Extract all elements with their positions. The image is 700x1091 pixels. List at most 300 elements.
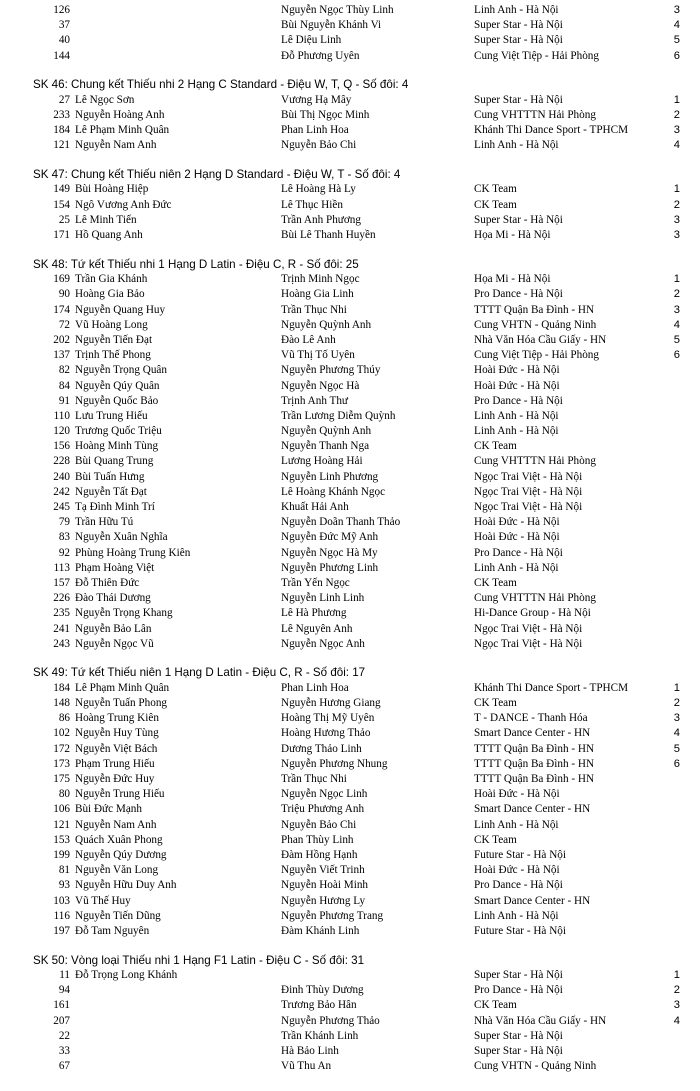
female-dancer: Nguyễn Ngọc Hà	[281, 379, 360, 392]
entry-number: 81	[58, 864, 70, 877]
entry-number: 72	[58, 318, 70, 331]
club-name: Cung VHTN - Quảng Ninh	[474, 318, 597, 331]
event-section	[0, 652, 700, 939]
result-row	[0, 333, 700, 348]
event-title: SK 50: Vòng loại Thiếu nhi 1 Hạng F1 Latin - Điệu C - Số đôi: 31	[33, 953, 365, 967]
result-row	[0, 470, 700, 485]
male-dancer: Nguyễn Bảo Lân	[75, 622, 152, 635]
rank: 3	[673, 712, 680, 725]
event-title: SK 46: Chung kết Thiếu nhi 2 Hạng C Standard - Điệu W, T, Q - Số đôi: 4	[33, 78, 409, 92]
entry-number: 207	[53, 1014, 70, 1027]
female-dancer: Nguyễn Linh Linh	[281, 592, 365, 605]
entry-number: 110	[53, 409, 70, 422]
club-name: Super Star - Hà Nội	[474, 969, 563, 982]
female-dancer: Phan Thùy Linh	[281, 833, 354, 846]
male-dancer: Nguyễn Tiến Dũng	[75, 909, 161, 922]
club-name: CK Team	[474, 440, 517, 453]
result-row	[0, 394, 700, 409]
club-name: TTTT Quận Ba Đình - HN	[474, 303, 595, 316]
club-name: Cung VHTTTN Hải Phòng	[474, 455, 596, 468]
entry-number: 22	[58, 1029, 70, 1042]
club-name: Cung VHTTTN Hải Phòng	[474, 592, 596, 605]
result-row	[0, 33, 700, 48]
entry-number: 233	[53, 108, 70, 121]
result-row	[0, 379, 700, 394]
entry-number: 93	[58, 879, 70, 892]
club-name: Hoài Đức - Hà Nội	[474, 864, 560, 877]
male-dancer: Quách Xuân Phong	[75, 833, 163, 846]
female-dancer: Hoàng Hương Thảo	[281, 727, 371, 740]
male-dancer: Nguyễn Quốc Bảo	[75, 394, 159, 407]
rank: 6	[673, 349, 680, 362]
result-row	[0, 742, 700, 757]
result-row	[0, 818, 700, 833]
female-dancer: Phan Linh Hoa	[281, 124, 349, 137]
result-row	[0, 138, 700, 153]
male-dancer: Nguyễn Trọng Quân	[75, 364, 167, 377]
female-dancer: Trần Lương Diễm Quỳnh	[281, 409, 396, 422]
female-dancer: Nguyễn Bảo Chi	[281, 139, 357, 152]
club-name: Hoài Đức - Hà Nội	[474, 516, 560, 529]
female-dancer: Nguyễn Hương Ly	[281, 894, 366, 907]
rank: 4	[673, 1014, 680, 1027]
club-name: Super Star - Hà Nội	[474, 34, 563, 47]
event-section	[0, 64, 700, 154]
entry-number: 11	[59, 969, 70, 982]
club-name: Pro Dance - Hà Nội	[474, 984, 563, 997]
entry-number: 174	[53, 303, 70, 316]
club-name: TTTT Quận Ba Đình - HN	[474, 742, 595, 755]
female-dancer: Nguyễn Ngọc Linh	[281, 788, 368, 801]
entry-number: 137	[53, 349, 70, 362]
male-dancer: Trần Hữu Tú	[75, 516, 134, 529]
rank: 5	[673, 742, 680, 755]
rank: 2	[673, 288, 680, 301]
club-name: Pro Dance - Hà Nội	[474, 288, 563, 301]
female-dancer: Hà Bảo Linh	[281, 1044, 339, 1057]
event-title: SK 48: Tứ kết Thiếu nhi 1 Hạng D Latin - Điệu C, R - Số đôi: 25	[33, 257, 359, 271]
entry-number: 148	[53, 697, 70, 710]
entry-number: 82	[58, 364, 70, 377]
male-dancer: Nguyễn Hoàng Anh	[75, 108, 165, 121]
club-name: Pro Dance - Hà Nội	[474, 394, 563, 407]
entry-number: 199	[53, 848, 70, 861]
male-dancer: Lê Minh Tiến	[75, 213, 137, 226]
entry-number: 79	[58, 516, 70, 529]
entry-number: 27	[58, 93, 70, 106]
result-row	[0, 1014, 700, 1029]
club-name: Pro Dance - Hà Nội	[474, 546, 563, 559]
result-row	[0, 287, 700, 302]
result-row	[0, 968, 700, 983]
entry-number: 235	[53, 607, 70, 620]
entry-number: 243	[53, 637, 70, 650]
club-name: Smart Dance Center - HN	[474, 727, 591, 740]
female-dancer: Nguyễn Ngọc Thùy Linh	[281, 4, 394, 16]
female-dancer: Nguyễn Hoài Minh	[281, 879, 369, 892]
result-row	[0, 561, 700, 576]
female-dancer: Trần Yến Ngọc	[281, 576, 350, 589]
male-dancer: Trịnh Thế Phong	[75, 349, 151, 362]
result-row	[0, 606, 700, 621]
entry-number: 84	[58, 379, 70, 392]
entry-number: 80	[58, 788, 70, 801]
entry-number: 169	[53, 273, 70, 286]
result-row	[0, 591, 700, 606]
club-name: Linh Anh - Hà Nội	[474, 425, 559, 438]
entry-number: 226	[53, 592, 70, 605]
club-name: Future Star - Hà Nội	[474, 924, 566, 937]
female-dancer: Trịnh Minh Ngọc	[281, 273, 360, 286]
result-row	[0, 711, 700, 726]
female-dancer: Nguyễn Linh Phương	[281, 470, 379, 483]
female-dancer: Nguyễn Ngọc Hà My	[281, 546, 378, 559]
entry-number: 91	[58, 394, 70, 407]
entry-number: 172	[53, 742, 70, 755]
entry-number: 67	[58, 1060, 70, 1073]
event-title: SK 47: Chung kết Thiếu niên 2 Hạng D Standard - Điệu W, T - Số đôi: 4	[33, 168, 401, 182]
club-name: TTTT Quận Ba Đình - HN	[474, 757, 595, 770]
rank: 4	[673, 139, 680, 152]
female-dancer: Triệu Phương Anh	[281, 803, 365, 816]
entry-number: 228	[53, 455, 70, 468]
club-name: Hoài Đức - Hà Nội	[474, 379, 560, 392]
male-dancer: Đỗ Tam Nguyên	[75, 924, 150, 937]
rank: 4	[673, 318, 680, 331]
entry-number: 120	[53, 425, 70, 438]
female-dancer: Vũ Thu An	[281, 1060, 332, 1073]
male-dancer: Hồ Quang Anh	[75, 229, 143, 242]
male-dancer: Nguyễn Tuấn Phong	[75, 697, 168, 710]
club-name: Hoài Đức - Hà Nội	[474, 788, 560, 801]
club-name: Linh Anh - Hà Nội	[474, 909, 559, 922]
club-name: CK Team	[474, 999, 517, 1012]
male-dancer: Bùi Tuấn Hưng	[75, 470, 145, 483]
female-dancer: Nguyễn Thanh Nga	[281, 440, 370, 453]
entry-number: 175	[53, 773, 70, 785]
female-dancer: Lê Hà Phương	[281, 607, 347, 620]
result-row	[0, 515, 700, 530]
male-dancer: Phạm Hoàng Việt	[75, 561, 155, 574]
male-dancer: Đỗ Trọng Long Khánh	[75, 969, 178, 982]
club-name: Họa Mi - Hà Nội	[474, 229, 551, 242]
result-row	[0, 726, 700, 741]
club-name: Super Star - Hà Nội	[474, 93, 563, 106]
event-section	[0, 939, 700, 1074]
male-dancer: Lưu Trung Hiếu	[75, 409, 148, 422]
male-dancer: Lê Phạm Minh Quân	[75, 681, 170, 694]
entry-number: 197	[53, 924, 70, 937]
result-row	[0, 622, 700, 637]
rank: 1	[673, 273, 680, 286]
club-name: Smart Dance Center - HN	[474, 803, 591, 816]
female-dancer: Nguyễn Phương Linh	[281, 561, 379, 574]
result-row	[0, 681, 700, 696]
male-dancer: Lê Ngọc Sơn	[75, 93, 135, 106]
male-dancer: Hoàng Minh Tùng	[75, 440, 159, 453]
male-dancer: Nguyễn Ngọc Vũ	[75, 637, 154, 650]
club-name: Linh Anh - Hà Nội	[474, 409, 559, 422]
club-name: Nhà Văn Hóa Cầu Giấy - HN	[474, 333, 607, 346]
club-name: Ngọc Trai Việt - Hà Nội	[474, 485, 583, 498]
rank: 1	[673, 681, 680, 694]
result-row	[0, 1044, 700, 1059]
female-dancer: Dương Thảo Linh	[281, 742, 362, 755]
result-row	[0, 500, 700, 515]
male-dancer: Hoàng Trung Kiên	[75, 712, 159, 725]
male-dancer: Ngô Vương Anh Đức	[75, 198, 172, 211]
male-dancer: Nguyễn Hữu Duy Anh	[75, 879, 177, 892]
female-dancer: Nguyễn Quỳnh Anh	[281, 318, 372, 331]
club-name: Ngọc Trai Việt - Hà Nội	[474, 501, 583, 514]
entry-number: 126	[53, 4, 70, 16]
club-name: Super Star - Hà Nội	[474, 1044, 563, 1057]
result-row	[0, 49, 700, 64]
female-dancer: Đào Lê Anh	[281, 333, 336, 346]
club-name: Cung Việt Tiệp - Hải Phòng	[474, 49, 599, 62]
male-dancer: Nguyễn Nam Anh	[75, 818, 157, 831]
entry-number: 144	[53, 49, 70, 62]
female-dancer: Hoàng Thị Mỹ Uyên	[281, 712, 375, 725]
female-dancer: Đàm Hồng Hạnh	[281, 848, 358, 861]
entry-number: 157	[53, 576, 70, 589]
entry-number: 240	[53, 470, 70, 483]
female-dancer: Nguyễn Doãn Thanh Thảo	[281, 516, 401, 529]
female-dancer: Bùi Nguyễn Khánh Vi	[281, 19, 382, 32]
male-dancer: Nguyễn Trung Hiếu	[75, 788, 165, 801]
club-name: T - DANCE - Thanh Hóa	[474, 712, 588, 725]
result-row	[0, 863, 700, 878]
result-row	[0, 802, 700, 817]
club-name: TTTT Quận Ba Đình - HN	[474, 773, 595, 785]
male-dancer: Trương Quốc Triệu	[75, 425, 162, 438]
entry-number: 103	[53, 894, 70, 907]
section-gap	[0, 64, 700, 78]
entry-number: 33	[58, 1044, 70, 1057]
club-name: Khánh Thi Dance Sport - TPHCM	[474, 124, 629, 137]
female-dancer: Bùi Thị Ngọc Minh	[281, 108, 370, 121]
club-name: Linh Anh - Hà Nội	[474, 139, 559, 152]
rank: 2	[673, 984, 680, 997]
female-dancer: Nguyễn Phương Nhung	[281, 757, 388, 770]
female-dancer: Nguyễn Phương Thảo	[281, 1014, 380, 1027]
club-name: Smart Dance Center - HN	[474, 894, 591, 907]
result-row	[0, 983, 700, 998]
result-row	[0, 318, 700, 333]
result-row	[0, 363, 700, 378]
rank: 1	[673, 183, 680, 196]
club-name: Nhà Văn Hóa Cầu Giấy - HN	[474, 1014, 607, 1027]
male-dancer: Lê Phạm Minh Quân	[75, 124, 170, 137]
club-name: Super Star - Hà Nội	[474, 213, 563, 226]
club-name: Linh Anh - Hà Nội	[474, 561, 559, 574]
female-dancer: Lê Diệu Linh	[281, 34, 342, 47]
result-row	[0, 213, 700, 228]
result-row	[0, 454, 700, 469]
male-dancer: Nguyễn Trọng Khang	[75, 607, 173, 620]
club-name: Cung Việt Tiệp - Hải Phòng	[474, 349, 599, 362]
male-dancer: Nguyễn Việt Bách	[75, 742, 158, 755]
female-dancer: Trần Thục Nhi	[281, 303, 347, 316]
rank: 2	[673, 198, 680, 211]
female-dancer: Lê Hoàng Hà Ly	[281, 183, 356, 196]
club-name: Super Star - Hà Nội	[474, 19, 563, 32]
entry-number: 173	[53, 757, 70, 770]
male-dancer: Bùi Đức Mạnh	[75, 803, 142, 816]
club-name: CK Team	[474, 198, 517, 211]
result-row	[0, 894, 700, 909]
male-dancer: Trần Gia Khánh	[75, 273, 148, 286]
female-dancer: Lê Hoàng Khánh Ngọc	[281, 485, 386, 498]
result-row	[0, 198, 700, 213]
male-dancer: Bùi Quang Trung	[75, 455, 154, 468]
entry-number: 153	[53, 833, 70, 846]
female-dancer: Lê Nguyên Anh	[281, 622, 353, 635]
female-dancer: Phan Linh Hoa	[281, 681, 349, 694]
club-name: CK Team	[474, 697, 517, 710]
entry-number: 37	[58, 19, 70, 32]
entry-number: 156	[53, 440, 70, 453]
male-dancer: Đỗ Thiên Đức	[75, 576, 140, 589]
result-row	[0, 546, 700, 561]
female-dancer: Nguyễn Quỳnh Anh	[281, 425, 372, 438]
club-name: CK Team	[474, 576, 517, 589]
male-dancer: Phùng Hoàng Trung Kiên	[75, 546, 191, 559]
result-row	[0, 787, 700, 802]
result-row	[0, 3, 700, 18]
female-dancer: Lương Hoàng Hải	[281, 455, 363, 468]
club-name: Pro Dance - Hà Nội	[474, 879, 563, 892]
result-row	[0, 637, 700, 652]
rank: 2	[673, 108, 680, 121]
entry-number: 90	[58, 288, 70, 301]
section-gap	[0, 243, 700, 257]
club-name: Ngọc Trai Việt - Hà Nội	[474, 637, 583, 650]
result-row	[0, 1029, 700, 1044]
female-dancer: Hoàng Gia Linh	[281, 288, 354, 301]
result-row	[0, 833, 700, 848]
event-title: SK 49: Tứ kết Thiếu niên 1 Hạng D Latin - Điệu C, R - Số đôi: 17	[33, 666, 366, 680]
female-dancer: Trần Thục Nhi	[281, 773, 347, 785]
club-name: Hoài Đức - Hà Nội	[474, 364, 560, 377]
result-row	[0, 424, 700, 439]
result-row	[0, 530, 700, 545]
result-row	[0, 439, 700, 454]
result-row	[0, 108, 700, 123]
rank: 3	[673, 999, 680, 1012]
result-row	[0, 93, 700, 108]
entry-number: 25	[58, 213, 70, 226]
female-dancer: Đinh Thùy Dương	[281, 984, 364, 997]
female-dancer: Trịnh Anh Thư	[281, 394, 348, 407]
result-row	[0, 272, 700, 287]
section-gap	[0, 153, 700, 167]
male-dancer: Đào Thái Dương	[75, 592, 151, 605]
male-dancer: Hoàng Gia Bảo	[75, 288, 145, 301]
club-name: Họa Mi - Hà Nội	[474, 273, 551, 286]
rank: 4	[673, 19, 680, 32]
female-dancer: Nguyễn Phương Thúy	[281, 364, 381, 377]
result-row	[0, 878, 700, 893]
result-row	[0, 757, 700, 772]
male-dancer: Nguyễn Xuân Nghĩa	[75, 531, 168, 544]
female-dancer: Trương Bảo Hân	[281, 999, 357, 1012]
female-dancer: Nguyễn Phương Trang	[281, 909, 384, 922]
male-dancer: Nguyễn Văn Long	[75, 864, 159, 877]
female-dancer: Đỗ Phương Uyên	[281, 49, 360, 62]
male-dancer: Phạm Trung Hiếu	[75, 757, 155, 770]
rank: 6	[673, 757, 680, 770]
male-dancer: Vũ Hoàng Long	[75, 318, 148, 331]
entry-number: 92	[58, 546, 70, 559]
result-row	[0, 123, 700, 138]
female-dancer: Bùi Lê Thanh Huyền	[281, 229, 376, 242]
male-dancer: Nguyễn Đức Huy	[75, 773, 155, 785]
male-dancer: Bùi Hoàng Hiệp	[75, 183, 149, 196]
club-name: Linh Anh - Hà Nội	[474, 818, 559, 831]
club-name: Linh Anh - Hà Nội	[474, 4, 559, 16]
male-dancer: Nguyễn Nam Anh	[75, 139, 157, 152]
rank: 3	[673, 124, 680, 137]
result-row	[0, 18, 700, 33]
entry-number: 94	[58, 984, 70, 997]
club-name: Hi-Dance Group - Hà Nội	[474, 607, 591, 620]
entry-number: 106	[53, 803, 70, 816]
result-row	[0, 909, 700, 924]
entry-number: 83	[58, 531, 70, 544]
entry-number: 154	[53, 198, 70, 211]
female-dancer: Vũ Thị Tố Uyên	[281, 349, 355, 362]
entry-number: 149	[53, 183, 70, 196]
result-row	[0, 348, 700, 363]
entry-number: 121	[53, 139, 70, 152]
result-row	[0, 303, 700, 318]
result-row	[0, 576, 700, 591]
club-name: Cung VHTN - Quảng Ninh	[474, 1060, 597, 1073]
entry-number: 184	[53, 681, 70, 694]
male-dancer: Nguyễn Qúy Dương	[75, 848, 167, 861]
rank: 5	[673, 333, 680, 346]
female-dancer: Nguyễn Hương Giang	[281, 697, 381, 710]
event-section	[0, 153, 700, 243]
male-dancer: Nguyễn Tiến Đạt	[75, 333, 153, 346]
female-dancer: Nguyễn Bảo Chi	[281, 818, 357, 831]
section-gap	[0, 652, 700, 666]
result-row	[0, 696, 700, 711]
event-section	[0, 3, 700, 64]
male-dancer: Nguyễn Qúy Quân	[75, 379, 160, 392]
entry-number: 113	[53, 561, 70, 574]
entry-number: 40	[58, 34, 70, 47]
entry-number: 161	[53, 999, 70, 1012]
club-name: Hoài Đức - Hà Nội	[474, 531, 560, 544]
rank: 3	[673, 303, 680, 316]
entry-number: 171	[53, 229, 70, 242]
male-dancer: Nguyễn Huy Tùng	[75, 727, 159, 740]
entry-number: 116	[53, 909, 70, 922]
male-dancer: Vũ Thế Huy	[75, 894, 131, 907]
entry-number: 184	[53, 124, 70, 137]
entry-number: 102	[53, 727, 70, 740]
female-dancer: Nguyễn Đức Mỹ Anh	[281, 531, 379, 544]
club-name: Ngọc Trai Việt - Hà Nội	[474, 470, 583, 483]
male-dancer: Nguyễn Quang Huy	[75, 303, 166, 316]
female-dancer: Lê Thục Hiền	[281, 198, 343, 211]
rank: 3	[673, 229, 680, 242]
result-row	[0, 228, 700, 243]
female-dancer: Khuất Hải Anh	[281, 501, 349, 514]
rank: 3	[673, 213, 680, 226]
